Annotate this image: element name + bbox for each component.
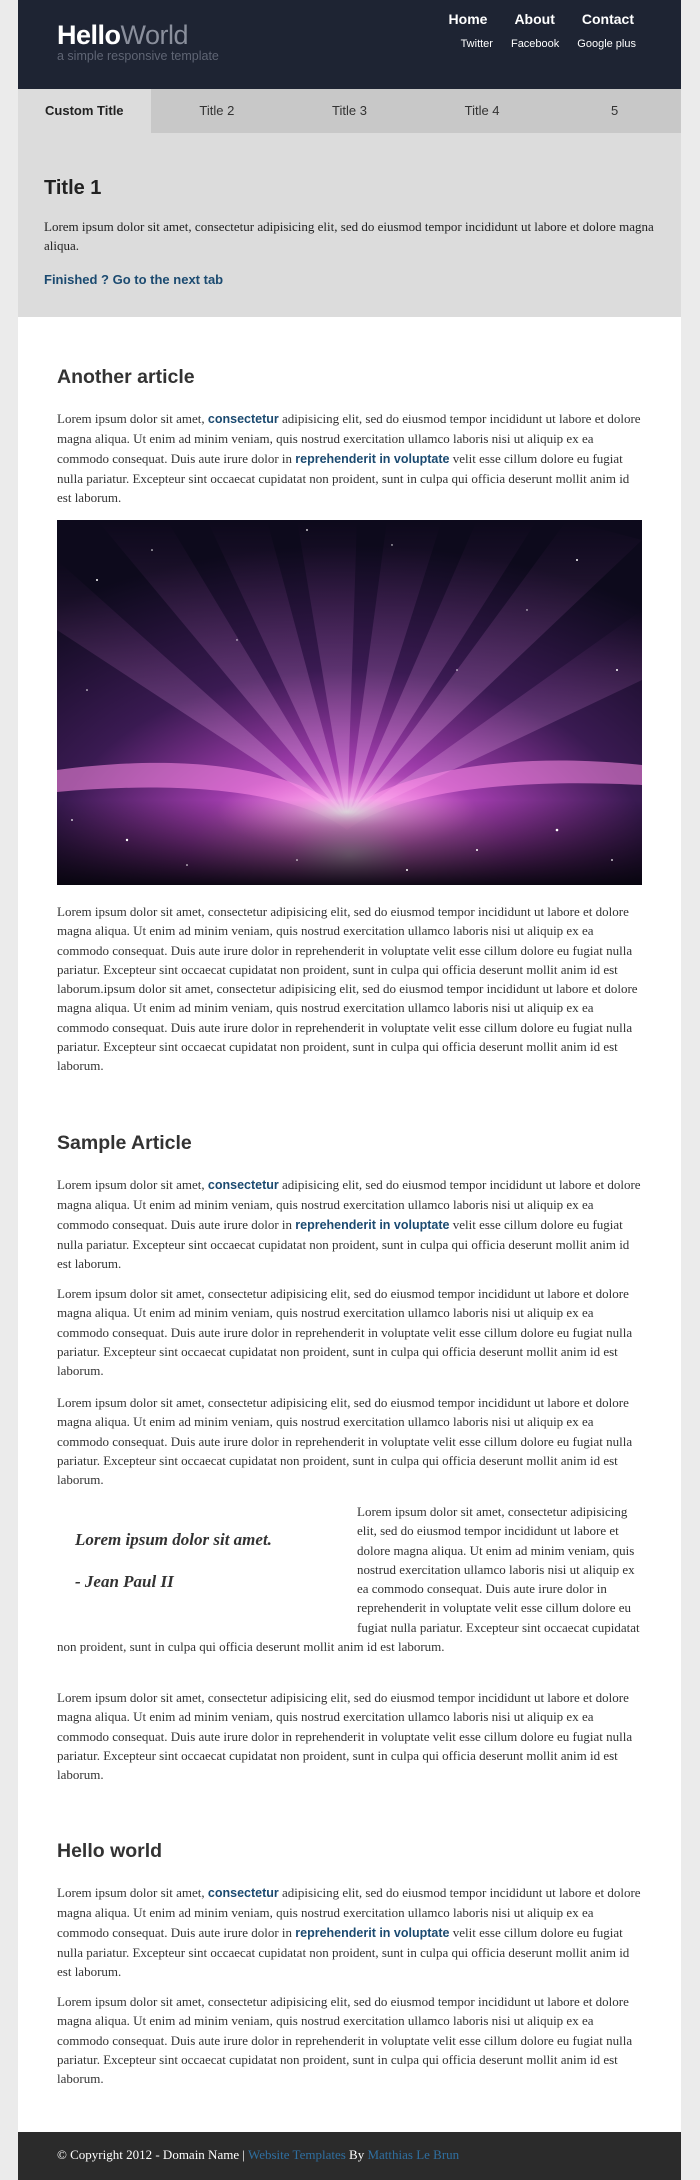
footer-link-website-templates[interactable]: Website Templates [247, 2147, 346, 2162]
nav-home[interactable]: Home [448, 11, 488, 27]
site-tagline: a simple responsive template [57, 49, 219, 63]
nav-about[interactable]: About [514, 11, 555, 27]
quote-text: Lorem ipsum dolor sit amet. [75, 1530, 272, 1549]
quote-author: - Jean Paul II [75, 1572, 174, 1591]
article-paragraph: Lorem ipsum dolor sit amet, consectetur adipisicing elit, sed do eiusmod tempor incididunt ut labore et dolore magna aliqua. Ut enim ad minim veniam, quis nostrud exercitation ullamco laboris nisi ut aliquip ex ea commodo consequat. Duis aute irure dolor in reprehenderit in voluptate velit esse cillum dolore eu fugiat nulla pariatur. Excepteur sint occaecat cupidatat non proident, sunt in culpa qui officia deserunt mollit anim id est laborum. [57, 1395, 633, 1488]
text-span: adipisicing elit, sed do eiusmod tempor incididunt ut labore et dolore magna aliqua. Ut enim ad minim veniam, quis nostrud exercitation ullamco laboris nisi ut aliquip ex ea commodo consequat. Duis aute irure dolor in [57, 411, 641, 466]
site-logo[interactable] [57, 20, 188, 51]
tab-title-4[interactable]: Title 4 [464, 103, 500, 118]
article-p4 [57, 1502, 642, 1656]
inline-link-consectetur[interactable]: consectetur [207, 1886, 279, 1900]
article-paragraph: Lorem ipsum dolor sit amet, consectetur adipisicing elit, sed do eiusmod tempor incididunt ut labore et dolore magna aliqua. Ut enim ad minim veniam, quis nostrud exercitation ullamco laboris nisi ut aliquip ex ea commodo consequat. Duis aute irure dolor in reprehenderit in voluptate velit esse cillum dolore eu fugiat nulla pariatur. Excepteur sint occaecat cupidatat non proident, sunt in culpa qui officia deserunt mollit anim id est laborum. [57, 1286, 633, 1379]
logo-world: World [120, 20, 189, 50]
text-span: Lorem ipsum dolor sit amet, consectetur adipisicing elit, sed do eiusmod tempor incididunt ut labore et dolore magna aliqua. Ut enim ad minim veniam, quis nostrud exercitation ullamco laboris nisi ut aliquip ex ea commodo consequat. Duis aute irure dolor in reprehenderit in voluptate velit esse cillum dolore eu fugiat nulla pariatur. Excepteur sint occaecat cupidatat non proident, sunt in culpa qui officia deserunt mollit anim id est laborum. [57, 1504, 640, 1655]
article-sample [57, 1132, 642, 1155]
tab-5[interactable]: 5 [611, 103, 619, 118]
site-header [18, 0, 681, 89]
page-container [18, 0, 681, 2180]
article-paragraph: Lorem ipsum dolor sit amet, consectetur adipisicing elit, sed do eiusmod tempor incididunt ut labore et dolore magna aliqua. Ut enim ad minim veniam, quis nostrud exercitation ullamco laboris nisi ut aliquip ex ea commodo consequat. Duis aute irure dolor in reprehenderit in voluptate velit esse cillum dolore eu fugiat nulla pariatur. Excepteur sint occaecat cupidatat non proident, sunt in culpa qui officia deserunt mollit anim id est laborum.ipsum dolor sit amet, consectetur adipisicing elit, sed do eiusmod tempor incididunt ut labore et dolore magna aliqua. Ut enim ad minim veniam, quis nostrud exercitation ullamco laboris nisi ut aliquip ex ea commodo consequat. Duis aute irure dolor in reprehenderit in voluptate velit esse cillum dolore eu fugiat nulla pariatur. Excepteur sint occaecat cupidatat non proident, sunt in culpa qui officia deserunt mollit anim id est laborum. [57, 904, 638, 1074]
aurora-image [57, 520, 642, 885]
article-intro [57, 1883, 642, 1981]
social-nav [443, 38, 636, 50]
logo-hello: Hello [57, 20, 121, 50]
quote-spacer [57, 1502, 357, 1636]
article-paragraph: Lorem ipsum dolor sit amet, consectetur adipisicing elit, sed do eiusmod tempor incididunt ut labore et dolore magna aliqua. Ut enim ad minim veniam, quis nostrud exercitation ullamco laboris nisi ut aliquip ex ea commodo consequat. Duis aute irure dolor in reprehenderit in voluptate velit esse cillum dolore eu fugiat nulla pariatur. Excepteur sint occaecat cupidatat non proident, sunt in culpa qui officia deserunt mollit anim id est laborum. [57, 1994, 633, 2087]
tab-title-3[interactable]: Title 3 [332, 103, 367, 118]
article-paragraph [57, 1883, 642, 1981]
text-span: adipisicing elit, sed do eiusmod tempor incididunt ut labore et dolore magna aliqua. Ut enim ad minim veniam, quis nostrud exercitation ullamco laboris nisi ut aliquip ex ea commodo consequat. Duis aute irure dolor in [57, 1177, 641, 1232]
article-title: Another article [57, 366, 195, 388]
inline-link-consectetur[interactable]: consectetur [207, 412, 279, 426]
text-span: adipisicing elit, sed do eiusmod tempor incididunt ut labore et dolore magna aliqua. Ut enim ad minim veniam, quis nostrud exercitation ullamco laboris nisi ut aliquip ex ea commodo consequat. Duis aute irure dolor in [57, 1885, 641, 1940]
article-intro [57, 409, 642, 507]
main-nav [422, 11, 634, 27]
inline-link-consectetur[interactable]: consectetur [207, 1178, 279, 1192]
text-span: velit esse cillum dolore eu fugiat nulla pariatur. Excepteur sint occaecat cupidatat non proident, sunt in culpa qui officia deserunt mollit anim id est laborum. [57, 450, 630, 506]
footer-by: By [345, 2147, 368, 2162]
article-paragraph [57, 409, 642, 507]
footer-link-author[interactable]: Matthias Le Brun [367, 2147, 460, 2162]
article-p2 [57, 1284, 642, 1380]
nav-contact[interactable]: Contact [581, 11, 634, 27]
tab-panel-title: Title 1 [44, 177, 102, 199]
text-span: Lorem ipsum dolor sit amet, [57, 411, 208, 426]
site-footer [18, 2132, 681, 2180]
article-title: Hello world [57, 1840, 163, 1862]
text-span: velit esse cillum dolore eu fugiat nulla pariatur. Excepteur sint occaecat cupidatat non proident, sunt in culpa qui officia deserunt mollit anim id est laborum. [57, 1924, 630, 1980]
tab-bar [18, 89, 681, 133]
inline-link-reprehenderit[interactable]: reprehenderit in voluptate [295, 1925, 450, 1940]
footer-separator: | [239, 2147, 248, 2162]
text-span: Lorem ipsum dolor sit amet, [57, 1177, 208, 1192]
article-paragraph [57, 1502, 642, 1656]
article-paragraph: Lorem ipsum dolor sit amet, consectetur adipisicing elit, sed do eiusmod tempor incididunt ut labore et dolore magna aliqua. Ut enim ad minim veniam, quis nostrud exercitation ullamco laboris nisi ut aliquip ex ea commodo consequat. Duis aute irure dolor in reprehenderit in voluptate velit esse cillum dolore eu fugiat nulla pariatur. Excepteur sint occaecat cupidatat non proident, sunt in culpa qui officia deserunt mollit anim id est laborum. [57, 1690, 633, 1783]
tab-panel [18, 133, 681, 317]
article-another [57, 366, 642, 389]
inline-link-reprehenderit[interactable]: reprehenderit in voluptate [295, 1217, 450, 1232]
aurora-graphic [57, 520, 642, 885]
text-span: velit esse cillum dolore eu fugiat nulla pariatur. Excepteur sint occaecat cupidatat non proident, sunt in culpa qui officia deserunt mollit anim id est laborum. [57, 1216, 630, 1272]
article-p2 [57, 1992, 642, 2088]
article-p3 [57, 1393, 642, 1489]
tab-panel-text: Lorem ipsum dolor sit amet, consectetur adipisicing elit, sed do eiusmod tempor incididunt ut labore et dolore magna aliqua. [44, 219, 654, 253]
footer-text [57, 2147, 459, 2163]
article-body [57, 902, 642, 1076]
tab-custom-title[interactable]: Custom Title [18, 89, 151, 133]
next-tab-link[interactable]: Finished ? Go to the next tab [44, 272, 224, 287]
nav-twitter[interactable]: Twitter [460, 38, 493, 50]
nav-facebook[interactable]: Facebook [510, 38, 560, 50]
article-intro [57, 1175, 642, 1273]
article-title: Sample Article [57, 1132, 192, 1154]
tab-title-2[interactable]: Title 2 [199, 103, 235, 118]
article-p5 [57, 1688, 642, 1784]
article-paragraph [57, 1175, 642, 1273]
nav-google-plus[interactable]: Google plus [577, 38, 636, 50]
copyright: © Copyright 2012 - Domain Name [57, 2147, 240, 2162]
inline-link-reprehenderit[interactable]: reprehenderit in voluptate [295, 451, 450, 466]
article-hello-world [57, 1840, 642, 1863]
text-span: Lorem ipsum dolor sit amet, [57, 1885, 208, 1900]
